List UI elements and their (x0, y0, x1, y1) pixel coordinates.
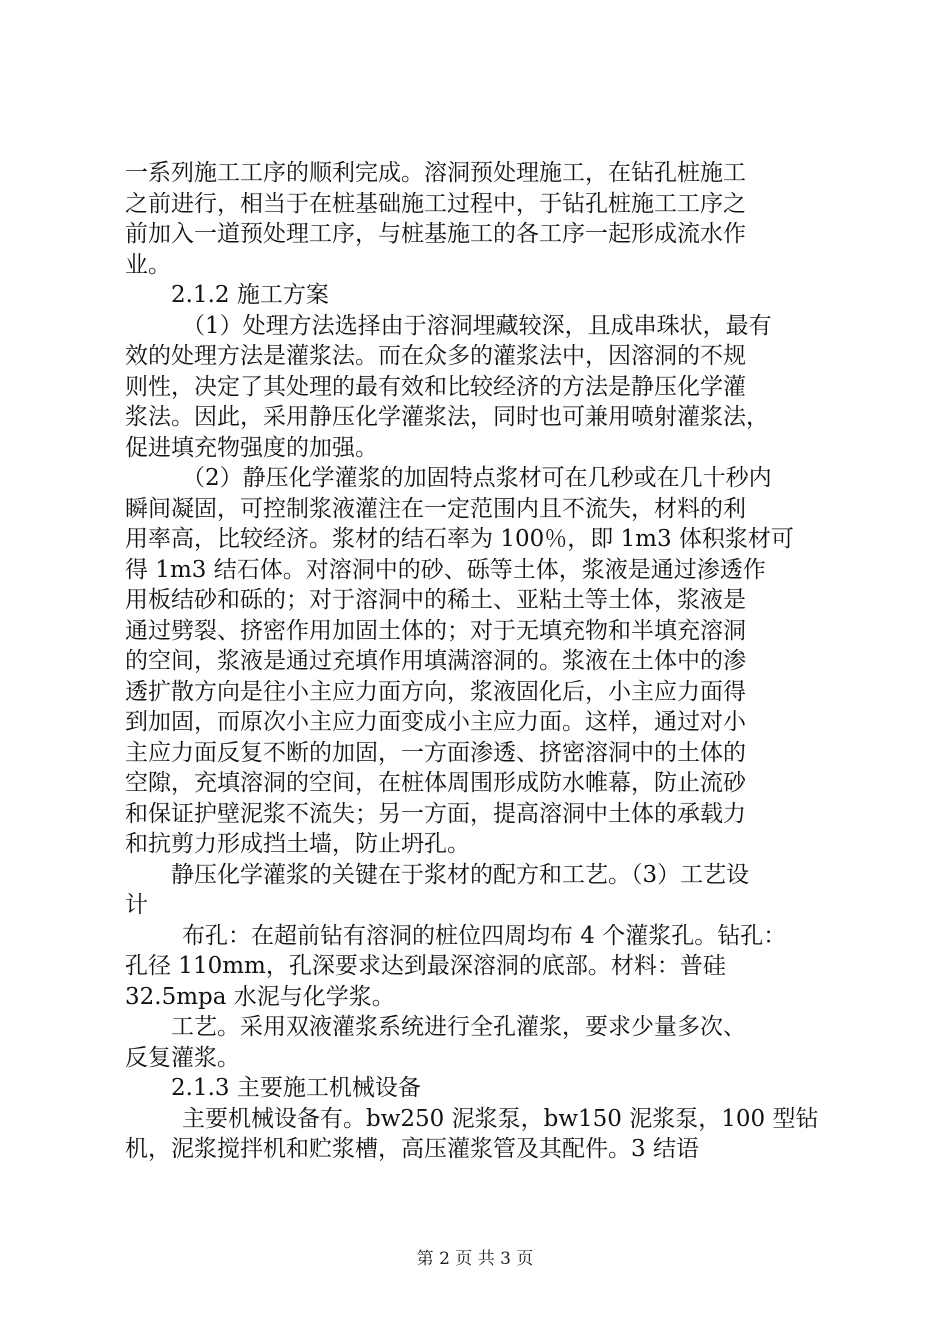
text-line: 浆法。因此，采用静压化学灌浆法，同时也可兼用喷射灌浆法， (125, 404, 769, 430)
section-heading: 2.1.2 施工方案 (171, 282, 329, 308)
text-line: 和抗剪力形成挡土墙，防止坍孔。 (125, 831, 470, 857)
text-line: 机，泥浆搅拌机和贮浆槽，高压灌浆管及其配件。3 结语 (125, 1136, 699, 1162)
text-line: （2）静压化学灌浆的加固特点浆材可在几秒或在几十秒内 (182, 465, 772, 491)
text-line: 效的处理方法是灌浆法。而在众多的灌浆法中，因溶洞的不规 (125, 343, 746, 369)
text-line: 反复灌浆。 (125, 1044, 240, 1071)
text-line: 一系列施工工序的顺利完成。溶洞预处理施工，在钻孔桩施工 (125, 160, 746, 186)
text-line: 之前进行，相当于在桩基础施工过程中，于钻孔桩施工工序之 (125, 190, 746, 217)
text-line: 计 (125, 892, 148, 918)
text-line: 业。 (125, 251, 171, 278)
text-line: 透扩散方向是往小主应力面方向，浆液固化后，小主应力面得 (125, 678, 746, 705)
text-line: 通过劈裂、挤密作用加固土体的；对于无填充物和半填充溶洞 (125, 617, 746, 644)
text-line: 到加固，而原次小主应力面变成小主应力面。这样，通过对小 (125, 709, 746, 735)
text-line: 孔径 110mm，孔深要求达到最深溶洞的底部。材料：普硅 (125, 953, 726, 979)
text-line: 前加入一道预处理工序，与桩基施工的各工序一起形成流水作 (125, 221, 746, 247)
text-line: 32.5mpa 水泥与化学浆。 (125, 983, 395, 1010)
text-line: 布孔：在超前钻有溶洞的桩位四周均布 4 个灌浆孔。钻孔： (182, 922, 787, 949)
text-line: 主应力面反复不断的加固，一方面渗透、挤密溶洞中的土体的 (125, 739, 746, 766)
body-text (125, 158, 830, 1165)
text-line: （1）处理方法选择由于溶洞埋藏较深，且成串珠状，最有 (182, 312, 772, 339)
page-footer: 第 2 页 共 3 页 (416, 1249, 534, 1269)
text-line: 工艺。采用双液灌浆系统进行全孔灌浆，要求少量多次、 (171, 1014, 746, 1040)
text-line: 空隙，充填溶洞的空间，在桩体周围形成防水帷幕，防止流砂 (125, 770, 746, 796)
text-line: 瞬间凝固，可控制浆液灌注在一定范围内且不流失，材料的利 (125, 495, 746, 522)
text-line: 用板结砂和砾的；对于溶洞中的稀土、亚粘土等土体，浆液是 (125, 587, 746, 613)
text-line: 和保证护壁泥浆不流失；另一方面，提高溶洞中土体的承载力 (125, 800, 746, 827)
text-line: 的空间，浆液是通过充填作用填满溶洞的。浆液在土体中的渗 (125, 648, 746, 674)
text-line: 静压化学灌浆的关键在于浆材的配方和工艺。（3）工艺设 (171, 861, 750, 888)
text-line: 得 1m3 结石体。对溶洞中的砂、砾等土体，浆液是通过渗透作 (125, 556, 766, 583)
text-line: 用率高，比较经济。浆材的结石率为 100％，即 1m3 体积浆材可 (125, 526, 794, 552)
text-line: 则性，决定了其处理的最有效和比较经济的方法是静压化学灌 (125, 373, 746, 400)
section-heading: 2.1.3 主要施工机械设备 (171, 1075, 421, 1101)
text-line: 促进填充物强度的加强。 (125, 434, 378, 461)
text-line: 主要机械设备有。bw250 泥浆泵，bw150 泥浆泵，100 型钻 (182, 1105, 819, 1132)
